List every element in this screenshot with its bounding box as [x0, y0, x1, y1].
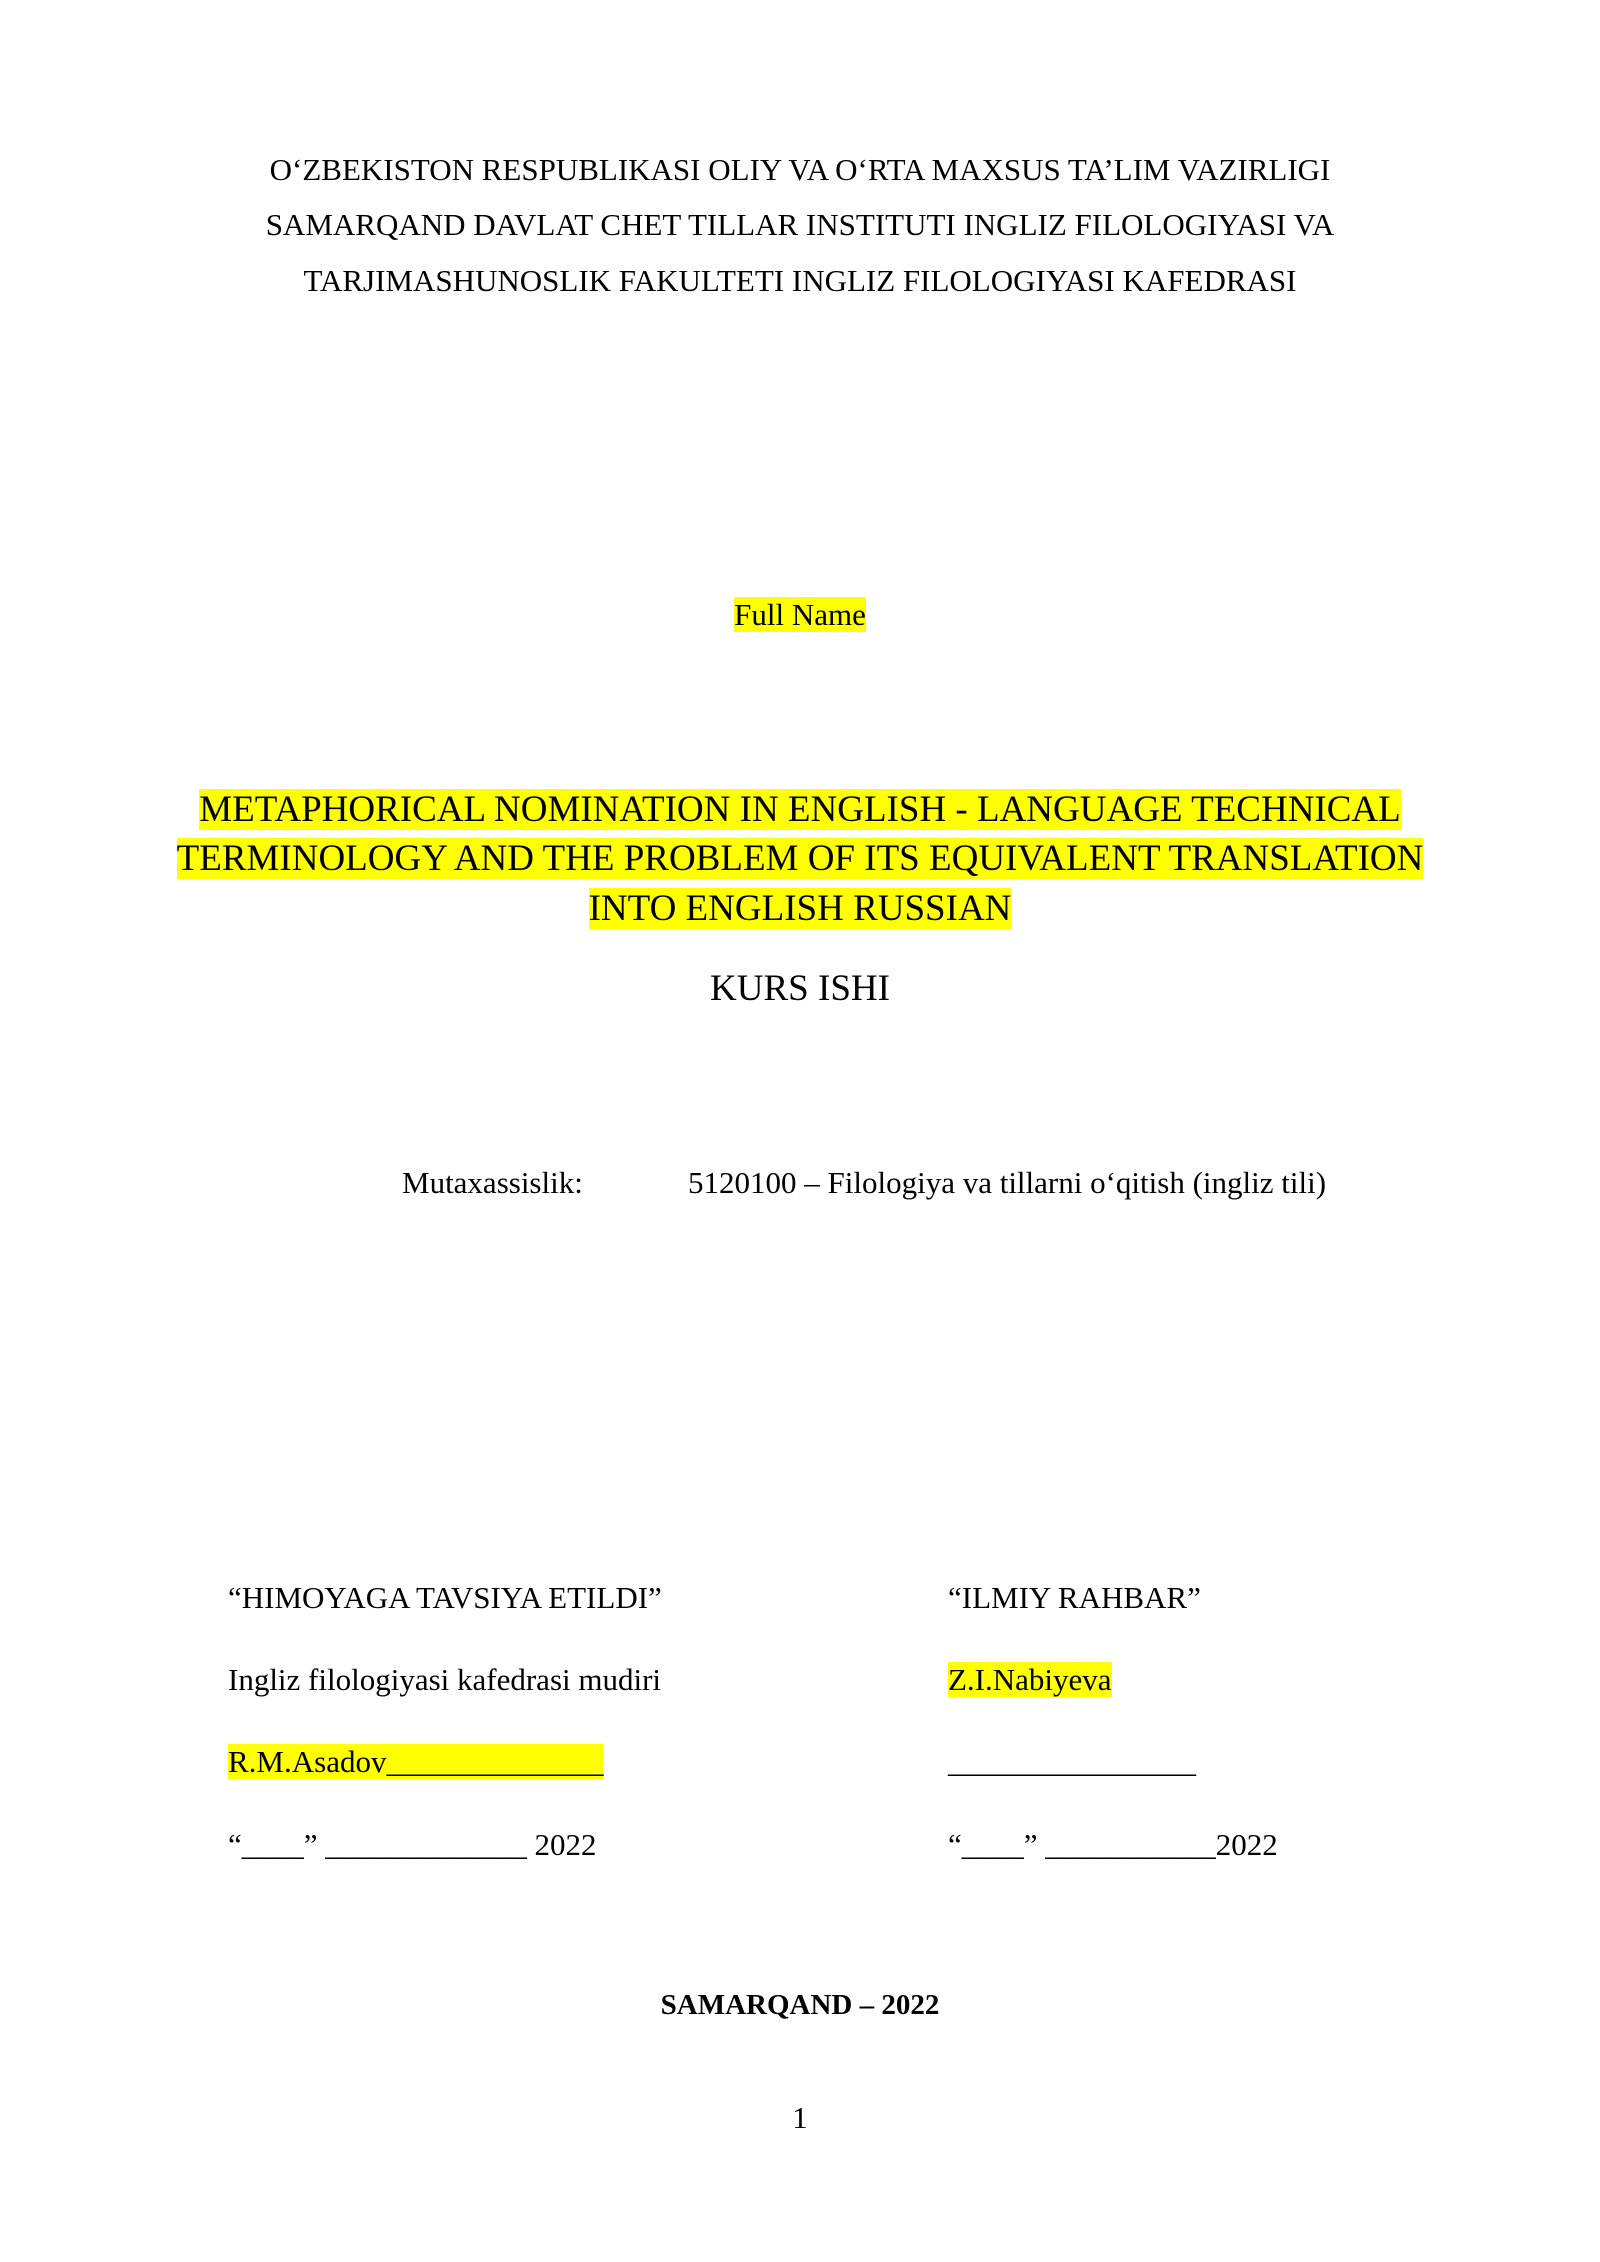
specialty-label: Mutaxassislik:: [402, 1165, 583, 1200]
city-year: SAMARQAND – 2022: [660, 1989, 940, 2021]
title-line-1: [0, 789, 1600, 831]
supervisor-heading: “ILMIY RAHBAR”: [948, 1580, 1201, 1615]
supervisor-name-text: Z.I.Nabiyeva: [948, 1662, 1112, 1697]
author-full-name: [0, 597, 1600, 633]
institute-header: SAMARQAND DAVLAT CHET TILLAR INSTITUTI INGLIZ FILOLOGIYASI VA: [265, 207, 1335, 242]
department-head-name: [228, 1744, 603, 1780]
author-full-name-text: Full Name: [734, 597, 866, 632]
ministry-header: O‘ZBEKISTON RESPUBLIKASI OLIY VA O‘RTA MAXSUS TA’LIM VAZIRLIGI: [269, 152, 1331, 187]
department-head-role: Ingliz filologiyasi kafedrasi mudiri: [228, 1662, 662, 1697]
page-number: 1: [792, 2100, 808, 2135]
supervisor-date-line: “____” ___________2022: [948, 1827, 1278, 1862]
recommendation-heading: “HIMOYAGA TAVSIYA ETILDI”: [228, 1580, 662, 1615]
title-line-1-text: METAPHORICAL NOMINATION IN ENGLISH - LANGUAGE TECHNICAL: [199, 789, 1401, 830]
department-head-name-text: R.M.Asadov______________: [228, 1744, 604, 1779]
recommendation-date-line: “____” _____________ 2022: [228, 1827, 597, 1862]
title-line-3-text: INTO ENGLISH RUSSIAN: [588, 888, 1012, 929]
title-line-3: [0, 888, 1600, 930]
supervisor-name: [948, 1662, 1112, 1698]
title-line-2: [0, 838, 1600, 880]
document-type: KURS ISHI: [710, 968, 890, 1009]
department-header: TARJIMASHUNOSLIK FAKULTETI INGLIZ FILOLOGIYASI KAFEDRASI: [303, 263, 1297, 298]
title-line-2-text: TERMINOLOGY AND THE PROBLEM OF ITS EQUIVALENT TRANSLATION: [176, 838, 1424, 879]
specialty-value: 5120100 – Filologiya va tillarni o‘qitish (ingliz tili): [688, 1165, 1327, 1200]
supervisor-signature-line: ________________: [948, 1744, 1196, 1779]
